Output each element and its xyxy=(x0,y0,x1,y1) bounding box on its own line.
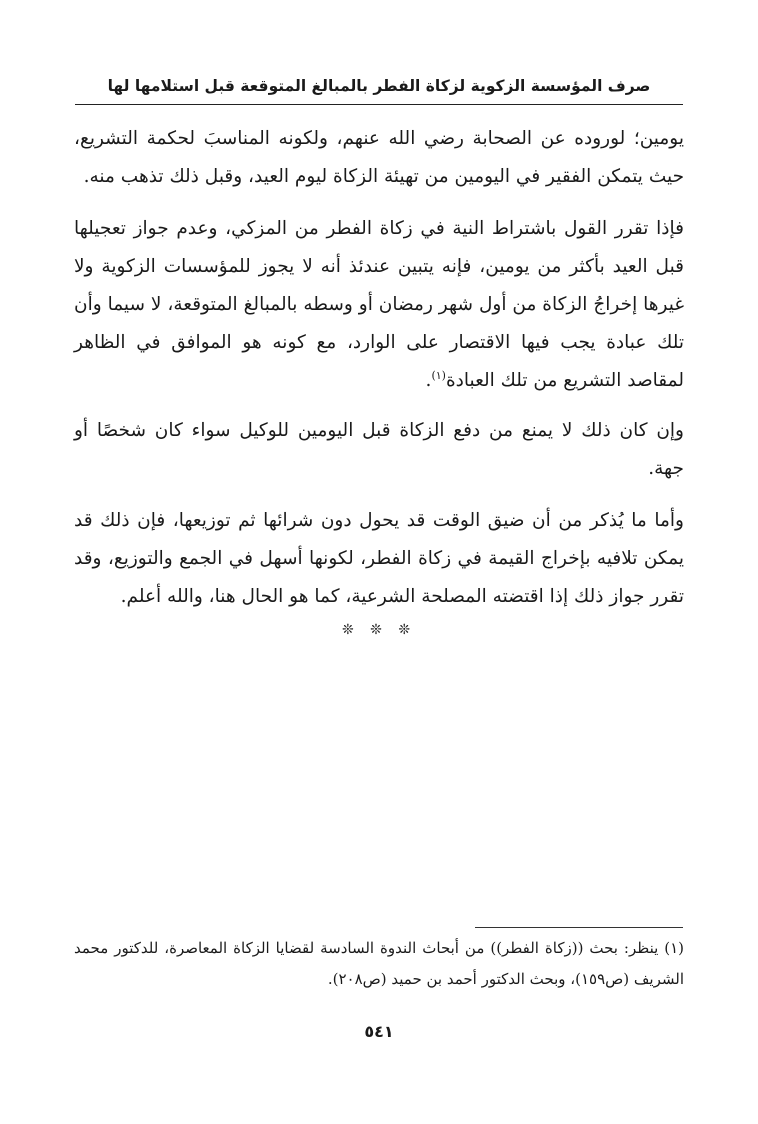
paragraph-1: يومين؛ لوروده عن الصحابة رضي الله عنهم، ولكونه المناسبَ لحكمة التشريع، حيث يتمكن الفقير في اليومين من تهيئة الزكاة ليوم العيد، وقبل ذلك تذهب منه. xyxy=(74,128,684,187)
section-separator: ❊ ❊ ❊ xyxy=(341,622,417,638)
footnote-rule xyxy=(475,927,683,928)
paragraph-3: وإن كان ذلك لا يمنع من دفع الزكاة قبل اليومين للوكيل سواء كان شخصًا أو جهة. xyxy=(74,420,684,479)
footnote-reference[interactable]: (١) xyxy=(431,369,446,382)
footnote: (١) ينظر: بحث ((زكاة الفطر)) من أبحاث الندوة السادسة لقضايا الزكاة المعاصرة، للدكتور محمد الشريف (ص١٥٩)، وبحث الدكتور أحمد بن حميد (ص٢٠٨). xyxy=(74,939,684,988)
paragraph-2-text: فإذا تقرر القول باشتراط النية في زكاة الفطر من المزكي، وعدم جواز تعجيلها قبل العيد بأكثر من يومين، فإنه يتبين عندئذ أنه لا يجوز للمؤسسات الزكوية ولا غيرها إخراجُ الزكاة من أول شهر رمضان أو وسطه بالمبالغ المتوقعة، لا سيما وأن تلك عبادة يجب فيها الاقتصار على الوارد، مع كونه هو الموافق في الظاهر لمقاصد التشريع من تلك العبادة xyxy=(74,218,684,391)
paragraph-2-period: . xyxy=(425,370,432,391)
page-number: ٥٤١ xyxy=(364,1022,394,1041)
body-text xyxy=(74,120,684,642)
paragraph-2 xyxy=(74,210,684,400)
paragraph-4: وأما ما يُذكر من أن ضيق الوقت قد يحول دون شرائها ثم توزيعها، فإن ذلك قد يمكن تلافيه بإخراج القيمة في زكاة الفطر، لكونها أسهل في الجمع والتوزيع، وقد تقرر جواز ذلك إذا اقتضته المصلحة الشرعية، كما هو الحال هنا، والله أعلم. xyxy=(74,510,684,607)
header-rule xyxy=(75,104,683,105)
running-header: صرف المؤسسة الزكوية لزكاة الفطر بالمبالغ المتوقعة قبل استلامها لها xyxy=(107,77,651,95)
